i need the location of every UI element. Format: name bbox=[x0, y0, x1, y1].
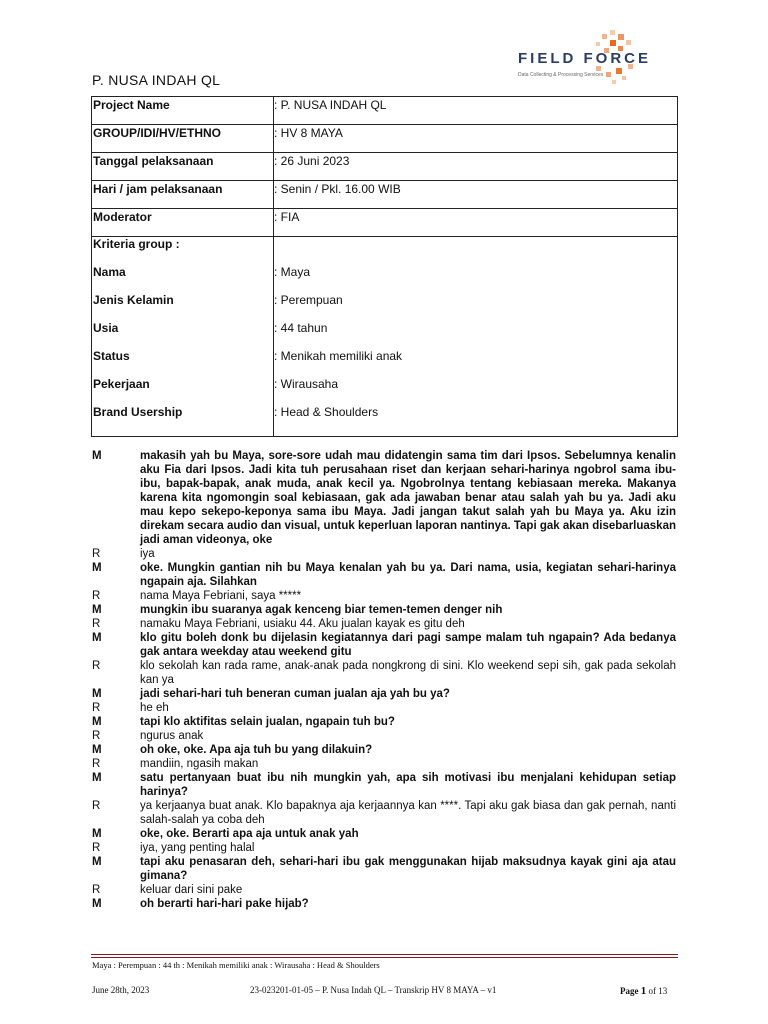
utterance-text: ya kerjaanya buat anak. Klo bapaknya aja kerjaannya kan ****. Tapi aku gak biasa dan gak pernah, nanti salah-salah ya coba deh bbox=[140, 800, 676, 826]
criteria-label: Pekerjaan bbox=[93, 377, 150, 391]
info-value: : FIA bbox=[274, 210, 300, 224]
speaker-label: R bbox=[92, 842, 101, 854]
footer-date: June 28th, 2023 bbox=[92, 985, 150, 995]
speaker-label: M bbox=[92, 772, 102, 784]
speaker-label: R bbox=[92, 660, 101, 672]
speaker-label: M bbox=[92, 562, 102, 574]
utterance-text: oh oke, oke. Apa aja tuh bu yang dilakuin? bbox=[140, 744, 373, 756]
footer-page-number bbox=[620, 985, 667, 997]
utterance-text: nama Maya Febriani, saya ***** bbox=[140, 590, 302, 602]
speaker-label: M bbox=[92, 744, 102, 756]
speaker-label: M bbox=[92, 604, 102, 616]
footer-document-id: 23-023201-01-05 – P. Nusa Indah QL – Transkrip HV 8 MAYA – v1 bbox=[250, 985, 497, 995]
document-title: P. NUSA INDAH QL bbox=[92, 72, 221, 88]
info-value: : P. NUSA INDAH QL bbox=[274, 98, 387, 112]
info-row bbox=[92, 181, 678, 209]
info-row bbox=[92, 209, 678, 237]
transcript-line bbox=[92, 883, 676, 897]
transcript bbox=[92, 449, 676, 911]
criteria-value: : Maya bbox=[274, 265, 311, 279]
transcript-line bbox=[92, 561, 676, 589]
criteria-value: : Wirausaha bbox=[274, 377, 339, 391]
info-value: : HV 8 MAYA bbox=[274, 126, 343, 140]
criteria-value: : Menikah memiliki anak bbox=[274, 349, 403, 363]
speaker-label: R bbox=[92, 702, 101, 714]
speaker-label: R bbox=[92, 800, 101, 812]
speaker-label: M bbox=[92, 716, 102, 728]
transcript-line bbox=[92, 729, 676, 743]
page-total: of 13 bbox=[648, 986, 668, 996]
transcript-line bbox=[92, 687, 676, 701]
utterance-text: he eh bbox=[140, 702, 169, 714]
speaker-label: M bbox=[92, 632, 102, 644]
speaker-label: R bbox=[92, 884, 101, 896]
utterance-text: iya, yang penting halal bbox=[140, 842, 255, 854]
info-label: GROUP/IDI/HV/ETHNO bbox=[93, 126, 222, 140]
footer-respondent-summary: Maya : Perempuan : 44 th : Menikah memiliki anak : Wirausaha : Head & Shoulders bbox=[92, 960, 380, 970]
utterance-text: mungkin ibu suaranya agak kenceng biar temen-temen denger nih bbox=[140, 604, 503, 616]
criteria-label: Brand Usership bbox=[93, 405, 183, 419]
speaker-label: R bbox=[92, 548, 101, 560]
utterance-text: oh berarti hari-hari pake hijab? bbox=[140, 898, 309, 910]
info-label: Tanggal pelaksanaan bbox=[93, 154, 214, 168]
transcript-line bbox=[92, 617, 676, 631]
speaker-label: M bbox=[92, 898, 102, 910]
info-label: Hari / jam pelaksanaan bbox=[93, 182, 223, 196]
utterance-text: klo sekolah kan rada rame, anak-anak pada nongkrong di sini. Klo weekend sepi sih, gak pada sekolah kan ya bbox=[140, 660, 676, 686]
utterance-text: ngurus anak bbox=[140, 730, 204, 742]
criteria-value: : 44 tahun bbox=[274, 321, 328, 335]
criteria-label: Nama bbox=[93, 265, 126, 279]
page-current: 1 bbox=[640, 985, 647, 997]
criteria-value: : Head & Shoulders bbox=[274, 405, 379, 419]
page-prefix: Page bbox=[620, 986, 639, 996]
utterance-text: jadi sehari-hari tuh beneran cuman jualan aja yah bu ya? bbox=[140, 688, 450, 700]
project-info-table bbox=[91, 96, 678, 437]
transcript-line bbox=[92, 589, 676, 603]
field-force-logo bbox=[510, 28, 680, 88]
speaker-label: M bbox=[92, 856, 102, 868]
speaker-label: M bbox=[92, 450, 102, 462]
speaker-label: R bbox=[92, 758, 101, 770]
info-row bbox=[92, 125, 678, 153]
utterance-text: oke. Mungkin gantian nih bu Maya kenalan yah bu ya. Dari nama, usia, kegiatan sehari-harinya ngapain aja. Silahkan bbox=[140, 562, 676, 588]
transcript-line bbox=[92, 659, 676, 687]
utterance-text: namaku Maya Febriani, usiaku 44. Aku jualan kayak es gitu deh bbox=[140, 618, 465, 630]
info-label: Moderator bbox=[93, 210, 152, 224]
utterance-text: keluar dari sini pake bbox=[140, 884, 243, 896]
transcript-line bbox=[92, 743, 676, 757]
utterance-text: tapi aku penasaran deh, sehari-hari ibu gak menggunakan hijab maksudnya kayak gini aja atau gimana? bbox=[140, 856, 676, 882]
speaker-label: M bbox=[92, 828, 102, 840]
criteria-value: : Perempuan bbox=[274, 293, 343, 307]
transcript-line bbox=[92, 799, 676, 827]
logo-text: FIELD FORCE bbox=[518, 50, 651, 67]
transcript-line bbox=[92, 771, 676, 799]
info-row bbox=[92, 97, 678, 125]
transcript-line bbox=[92, 449, 676, 547]
speaker-label: M bbox=[92, 688, 102, 700]
utterance-text: mandiin, ngasih makan bbox=[140, 758, 259, 770]
utterance-text: satu pertanyaan buat ibu nih mungkin yah, apa sih motivasi ibu menjalani kehidupan setiap harinya? bbox=[140, 772, 676, 798]
utterance-text: tapi klo aktifitas selain jualan, ngapain tuh bu? bbox=[140, 716, 395, 728]
utterance-text: oke, oke. Berarti apa aja untuk anak yah bbox=[140, 828, 359, 840]
transcript-line bbox=[92, 827, 676, 841]
utterance-text: makasih yah bu Maya, sore-sore udah mau didatengin sama tim dari Ipsos. Sebelumnya kenalin aku Fia dari Ipsos. Jadi kita tuh perusahaan riset dan kerjaan sehari-harinya ngobrol sama ibu-ibu, bapak-bapak, anak muda, anak kecil ya. Ngobrolnya tentang kebiasaan mereka. Makanya karena kita ngomongin soal kebiasaan, gak ada jawaban benar atau salah yah bu ya. Jadi aku mau kepo sekepo-keponya sama ibu Maya. Jadi jangan takut salah yah bu Maya ya. Aku izin direkam secara audio dan visual, untuk keperluan laporan nantinya. Tapi gak akan disebarluaskan jadi aman videonya, oke bbox=[140, 450, 677, 546]
criteria-heading: Kriteria group : bbox=[93, 237, 180, 251]
logo-subtitle: Data Collecting & Processing Services bbox=[518, 72, 604, 78]
utterance-text: klo gitu boleh donk bu dijelasin kegiatannya dari pagi sampe malam tuh ngapain? Ada bedanya gak antara weekday atau weekend gitu bbox=[140, 632, 676, 658]
transcript-line bbox=[92, 757, 676, 771]
speaker-label: R bbox=[92, 590, 101, 602]
transcript-line bbox=[92, 897, 676, 911]
info-label: Project Name bbox=[93, 98, 170, 112]
transcript-line bbox=[92, 701, 676, 715]
info-value: : 26 Juni 2023 bbox=[274, 154, 350, 168]
criteria-label: Status bbox=[93, 349, 130, 363]
info-value: : Senin / Pkl. 16.00 WIB bbox=[274, 182, 401, 196]
info-row bbox=[92, 153, 678, 181]
transcript-line bbox=[92, 547, 676, 561]
transcript-line bbox=[92, 631, 676, 659]
transcript-line bbox=[92, 603, 676, 617]
footer-divider bbox=[91, 954, 678, 955]
criteria-row bbox=[92, 237, 678, 437]
transcript-line bbox=[92, 841, 676, 855]
footer-divider bbox=[91, 957, 678, 958]
criteria-label: Jenis Kelamin bbox=[93, 293, 174, 307]
utterance-text: iya bbox=[140, 548, 155, 560]
transcript-line bbox=[92, 715, 676, 729]
transcript-line bbox=[92, 855, 676, 883]
speaker-label: R bbox=[92, 618, 101, 630]
criteria-label: Usia bbox=[93, 321, 119, 335]
speaker-label: R bbox=[92, 730, 101, 742]
